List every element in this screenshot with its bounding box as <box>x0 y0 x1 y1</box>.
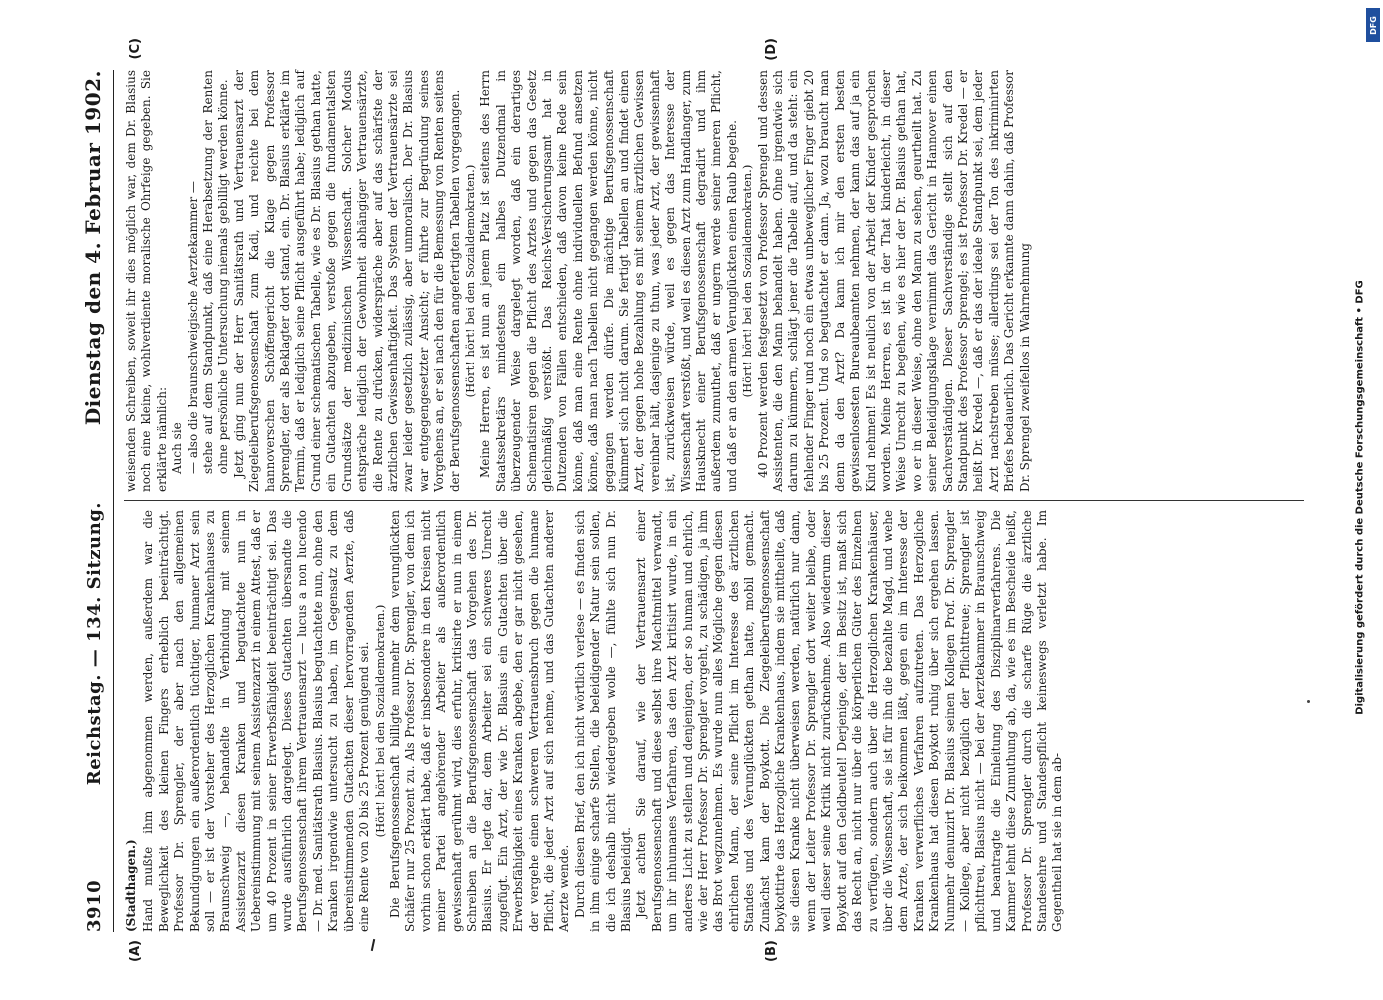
margin-marker-b: (B) <box>764 940 779 962</box>
text-columns <box>124 38 1304 962</box>
digitization-credit <box>1330 10 1383 990</box>
paragraph: Jetzt achten Sie darauf, wie der Vertrauensarzt einer Berufsgenossenschaft und diese selbst ihre Machtmittel verwandt, um ihr inhumanes Verfahren, das den Arzt kritisirt wurde, in ein anderes Licht zu stellen und denjenigen, der so human und ehrlich, wie der Herr Professor Dr. Sprengler vorgeht, zu schädigen, ja ihm das Brot wegzunehmen. Es wurde nun alles Mögliche gegen diesen ehrlichen Mann, der seine Pflicht im Interesse des ärztlichen Standes und des Verunglückten gethan hatte, mobil gemacht. Zunächst kam der Boykott. Die Ziegeleiberufsgenossenschaft boykottirte das Herzogliche Krankenhaus, indem sie mittheilte, daß sie diesen Kranke nicht überweisen werden, natürlich nur dann, wenn der Leiter Professor Dr. Sprengler dort weiter bleibe, oder weil dieser seine Kritik nicht zurücknehme. Also wiederum dieser Boykott auf den Geldbeutel! Derjenige, der im Besitz ist, maßt sich das Recht an, nicht nur über die körperlichen Güter des Einzelnen zu verfügen, sondern auch über die Herzoglichen Krankenhäuser, über die Wissenschaft, sie ist für ihn die bezahlte Magd, und wehe dem Arzte, der sich beikommen läßt, gegen ein im Interesse der Kranken verwerfliches Verfahren aufzutreten. Das Herzogliche Krankenhaus hat diesen Boykott ruhig über sich ergehen lassen. Nunmehr denunzirt Dr. Blasius seinen Kollegen Prof. Dr. Sprengler — Kollege, aber nicht bezüglich der Pflichttreue; Sprengler ist pflichttreu, Blasius nicht — bei der Aerztekammer in Braunschweig und beantragte die Einleitung des Disziplinarverfahrens. Die Kammer lehnt diese Zumuthung ab, da, wie es im Bescheide heißt, Professor Dr. Sprengler durch die scharfe Rüge die ärztliche Standesehre und Standespflicht keineswegs verletzt habe. Im Gegentheil hat sie in dem ab- <box>634 510 1065 932</box>
paragraph: weisenden Schreiben, soweit ihr dies möglich war, dem Dr. Blasius noch eine kleine, wohlverdiente moralische Ohrfeige gegeben. Sie erklärte nämlich: <box>124 70 169 492</box>
left-column <box>124 510 1304 962</box>
quote-line: stehe auf dem Standpunkt, daß eine Herabsetzung der Renten ohne persönliche Untersuchung niemals gebilligt werden könne. <box>201 70 231 474</box>
margin-marker-c: (C) <box>128 38 143 60</box>
paragraph: Durch diesen Brief, den ich nicht wörtlich verlese — es finden sich in ihm einige scharfe Stellen, die beleidigender Natur sein sollen, die ich deshalb nicht wiedergeben wolle —, fühlte sich nun Dr. Blasius beleidigt. <box>572 510 633 932</box>
paragraph: Jetzt ging nun der Herr Sanitätsrath und Vertrauensarzt der Ziegeleiberufsgenossenschaft zum Kadi, und reichte bei dem hannoverschen Schöffengericht die Klage gegen Professor Sprengler, der als Beklagter dort stand, ein. Dr. Blasius erklärte im Termin, daß er lediglich seine Pflicht ausgeführt habe; lediglich auf Grund einer schematischen Tabelle, wie es Dr. Blasius gethan hatte, ein Gutachten abzugeben, verstoße gegen die fundamentalsten Grundsätze der medizinischen Wissenschaft. Solcher Modus entspräche lediglich der Gewohnheit abhängiger Vertrauensärzte, die Rente zu drücken, widerspräche aber auf das schärfste der ärztlichen Gewissenhaftigkeit. Das System der Vertrauensärzte sei zwar leider gesetzlich zulässig, aber unmoralisch. Der Dr. Blasius war entgegengesetzter Ansicht; er führte zur Begründung seines Vorgehens an, er sei nach den für die Bemessung von Renten seitens der Berufsgenossenschaften angefertigten Tabellen vorgegangen. <box>231 70 462 492</box>
paragraph: 40 Prozent werden festgesetzt von Professor Sprengel und dessen Assistenten, die den Mann behandelt haben. Ohne irgendwie sich darum zu kümmern, schlägt jener die Tabelle auf, und da steht: ein fehlender Finger und noch ein etwas unbeweglicher Finger giebt 20 bis 25 Prozent. Und so begutachtet er dann. Ja, wozu braucht man denn da den Arzt? Da kann ich mir den ersten besten gewissenlosesten Bureaubeamten nehmen, der kann das auf ja ein Kind nehmen! Es ist neulich von der Arbeit der Kinder gesprochen worden. Meine Herren, es ist in der That kinderleicht, in dieser Weise Unrecht zu begehen, wie es hier der Dr. Blasius gethan hat, wo er in dieser Weise, ohne den Mann zu sehen, geurtheilt hat. Zu seiner Beleidigungsklage vernimmt das Gericht in Hannover einen Sachverständigen. Dieser Sachverständige stellt sich auf den Standpunkt des Professor Sprengel; es ist Professor Dr. Kredel — er heißt Dr. Kredel —, daß er das der ideale Standpunkt sei, dem jeder Arzt nachstreben müsse; allerdings sei der Ton des inkriminirten Briefes bedauerlich. Das Gericht erkannte dann dahin, daß Professor Dr. Sprengel zweifellos in Wahrnehmung <box>755 70 1032 492</box>
column-divider <box>124 500 1304 501</box>
scan-artifact-dot <box>1307 700 1310 703</box>
page-number: 3910 <box>84 879 105 932</box>
speaker-heading: (Stadthagen.) <box>124 839 138 932</box>
quote-line: — also die braunschweigische Aerztekammer — <box>185 181 200 474</box>
session-title: Reichstag. — 134. Sitzung. <box>84 501 105 786</box>
logo-text: DFG <box>1368 15 1378 35</box>
newspaper-page <box>41 30 1341 970</box>
paragraph: Meine Herren, es ist nun an jenem Platz ist seitens des Herrn Staatssekretärs mindestens ein halbes Dutzendmal in überzeugender Weise dargelegt worden, daß ein derartiges Schematisiren gegen die Pflicht des Arztes und gegen das Gesetz gleichmäßig verstößt. Das Reichs-Versicherungsamt hat in Dutzenden von Fällen entschieden, daß davon keine Rede sein könne, daß man eine Rente ohne individuellen Befund ansetzen könne, daß man nach Tabellen nicht gegangen werden könne, nicht gegangen werden dürfe. Die mächtige Berufsgenossenschaft kümmert sich nicht darum. Sie fertigt Tabellen an und findet einen Arzt, der gegen hohe Bezahlung es mit seinem ärztlichen Gewissen vereinbar hält, dasjenige zu thun, was jeder Arzt, der gewissenhaft ist, zurückweisen würde, weil es gegen das Interesse der Wissenschaft verstößt, und weil es diesen Arzt zum Handlanger, zum Hausknecht einer Berufsgenossenschaft degradirt und ihm außerdem zumuthet, daß er ungern werde seiner inneren Pflicht, und daß er an den armen Verunglückten einen Raub begehe. <box>478 70 739 492</box>
paragraph: Die Berufsgenossenschaft billigte nunmehr dem verunglückten Schäfer nur 25 Prozent zu. Als Professor Dr. Sprengler, von dem ich vorhin schon erklärt habe, daß er insbesondere in den Kreisen nicht meiner Partei angehörender Arbeiter als außerordentlich gewissenhaft gerühmt wird, dies erfuhr, kritisirte er nun in einem Schreiben an die Berufsgenossenschaft das Vorgehen des Dr. Blasius. Er legte dar, dem Arbeiter sei ein schweres Unrecht zugefügt. Ein Arzt, der wie Dr. Blasius ein Gutachten über die Erwerbsfähigkeit eines Kranken abgebe, den er gar nicht gesehen, der vergehe einen schweren Vertrauensbruch gegen die humane Pflicht, die jeder Arzt auf sich nehme, und das Gutachten anderer Aerzte wende. <box>387 510 572 932</box>
interjection: (Hört! hört! bei den Sozialdemokraten.) <box>462 164 477 398</box>
credit-text: Digitalisierung gefördert durch die Deutsche Forschungsgemeinschaft • DFG <box>1354 280 1366 715</box>
margin-marker-d: (D) <box>764 38 779 61</box>
right-column <box>124 38 1304 492</box>
margin-marker-a: (A) <box>128 940 143 962</box>
page-header <box>81 70 114 932</box>
dfg-logo <box>1366 8 1380 42</box>
quote-line: Auch sie <box>170 422 185 474</box>
interjection: (Hört! hört! bei den Sozialdemokraten.) <box>372 604 387 838</box>
session-date: Dienstag den 4. Februar 1902. <box>81 70 105 426</box>
interjection: (Hört! hört! bei den Sozialdemokraten.) <box>740 164 755 398</box>
paragraph: Hand mußte ihm abgenommen werden, außerdem war die Beweglichkeit des kleinen Fingers erheblich beeinträchtigt. Professor Dr. Sprengler, der aber nach den allgemeinen Bekundigungen ein außerordentlich tüchtiger, humaner Arzt sein soll — er ist der Vorsteher des Herzoglichen Krankenhauses zu Braunschweig —, behandelte in Verbindung mit seinem Assistenzarzt diesen Kranken und begutachtete nun in Uebereinstimmung mit seinem Assistenzarzt in einem Attest, daß er um 40 Prozent in seiner Erwerbsfähigkeit beeinträchtigt sei. Das wurde ausführlich dargelegt. Dieses Gutachten übersandte die Berufsgenossenschaft ihrem Vertrauensarzt — lucus a non lucendo — Dr. med. Sanitätsrath Blasius. Blasius begutachtete nun, ohne den Kranken irgendwie untersucht zu haben, im Gegensatz zu dem übereinstimmenden Gutachten dieser hervorragenden Aerzte, daß eine Rente von 20 bis 25 Prozent genügend sei. <box>141 510 372 932</box>
quotation <box>170 70 232 492</box>
